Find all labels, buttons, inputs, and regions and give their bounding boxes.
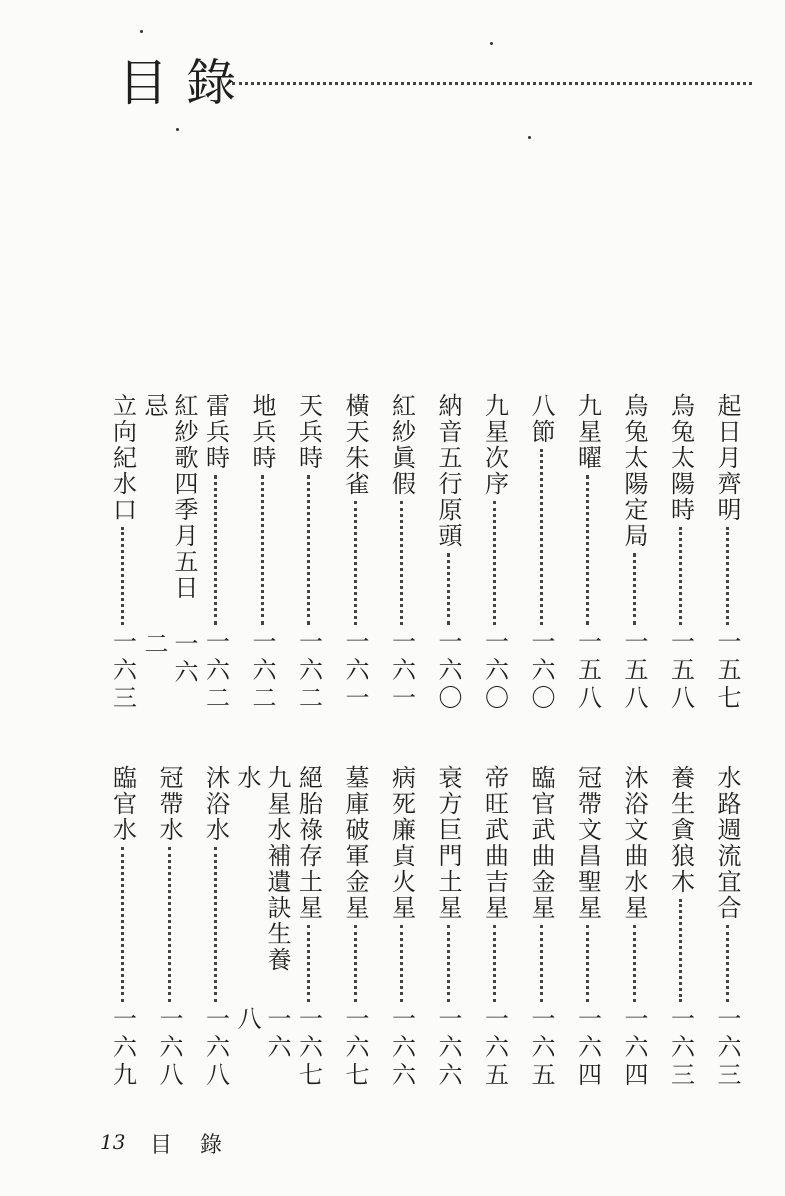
toc-entry-title: 九星曜: [573, 393, 602, 471]
toc-entry-page: 一六五: [527, 1006, 555, 1090]
toc-entry-title: 帝旺武曲吉星: [480, 765, 509, 921]
toc-entry-page: 一六四: [620, 1006, 648, 1090]
toc-entry-title: 九星水補遺訣生養水: [233, 765, 291, 973]
toc-leader-dots: [307, 475, 310, 625]
toc-entry-page: 一六三: [666, 1006, 695, 1090]
toc-entry: [526, 765, 556, 1090]
toc-leader-dots: [726, 925, 729, 1002]
toc-entry-page: 一六〇: [480, 629, 509, 713]
toc-entry-page: 一六六: [387, 1006, 416, 1090]
toc-entry-title: 天兵時: [294, 393, 323, 471]
toc-entry-title: 冠帶水: [155, 765, 183, 843]
toc-entry-title: 八節: [527, 393, 555, 445]
toc-entry: [619, 765, 649, 1090]
toc-entry: [526, 393, 556, 713]
toc-entry: [573, 765, 603, 1090]
toc-entry: [712, 393, 742, 713]
toc-entry-page: 一六二: [201, 629, 230, 713]
toc-leader-dots: [214, 847, 217, 1002]
toc-entry-title: 九星次序: [480, 393, 509, 497]
toc-entry-title: 立向紀水口: [108, 393, 137, 523]
toc-leader-dots: [400, 925, 403, 1002]
toc-leader-dots: [261, 475, 264, 625]
toc-entry-page: 一六一: [387, 629, 416, 713]
toc-entry: [201, 765, 231, 1090]
toc-entry-title: 納音五行原頭: [434, 393, 462, 549]
toc-entry-page: 一六二: [140, 630, 198, 687]
toc-leader-dots: [633, 553, 636, 625]
toc-entry: [201, 393, 231, 713]
toc-leader-dots: [540, 925, 543, 1002]
scan-speck: [528, 136, 531, 139]
toc-leader-dots: [354, 925, 357, 1002]
toc-entry: [666, 765, 696, 1090]
toc-entry: [140, 393, 198, 713]
toc-entry: [294, 393, 324, 713]
toc-leader-dots: [121, 847, 124, 1002]
toc-entry-title: 沐浴水: [201, 765, 230, 843]
scan-speck: [176, 128, 179, 131]
toc-entry: [387, 765, 417, 1090]
toc-entry-title: 紅紗眞假: [387, 393, 416, 497]
toc-entry-page: 一六二: [294, 629, 323, 713]
toc-entry: [433, 765, 463, 1090]
toc-leader-dots: [354, 501, 357, 625]
toc-entry: [480, 393, 510, 713]
toc-entry-title: 起日月齊明: [713, 393, 741, 523]
toc-entry: [340, 393, 370, 713]
footer-page-number: 13: [100, 1130, 126, 1154]
page-title: 目錄: [118, 54, 254, 112]
toc-entry-title: 烏兔太陽定局: [620, 393, 648, 549]
toc-entry-title: 臨官武曲金星: [527, 765, 555, 921]
toc-entry-title: 養生貪狼木: [666, 765, 695, 895]
toc-leader-dots: [679, 527, 682, 625]
toc-entry-page: 一六一: [341, 629, 369, 713]
toc-entry-title: 衰方巨門土星: [434, 765, 462, 921]
toc-entry-title: 水路週流宜合: [713, 765, 741, 921]
toc-leader-dots: [493, 501, 496, 625]
toc-leader-dots: [214, 475, 217, 625]
toc-entry: [666, 393, 696, 713]
toc-entry: [154, 765, 184, 1090]
toc-entry-page: 一六三: [108, 629, 137, 713]
toc-entry-page: 一六六: [434, 1006, 462, 1090]
toc-leader-dots: [633, 925, 636, 1002]
toc-entry: [108, 393, 138, 713]
toc-entry-title: 病死廉貞火星: [387, 765, 416, 921]
toc-entry-page: 一六五: [480, 1006, 509, 1090]
toc-entry-page: 一六〇: [527, 629, 555, 713]
toc-entry-page: 一六四: [573, 1006, 602, 1090]
toc-entry: [573, 393, 603, 713]
toc-entry-title: 絕胎祿存土星: [294, 765, 323, 921]
toc-entry: [387, 393, 417, 713]
toc-entry-page: 一六七: [341, 1006, 369, 1090]
toc-leader-dots: [447, 925, 450, 1002]
footer-label: 目錄: [150, 1133, 251, 1158]
toc-entry-page: 一五八: [573, 629, 602, 713]
toc-entry: [340, 765, 370, 1090]
toc-entry: [619, 393, 649, 713]
toc-leader-dots: [121, 527, 124, 625]
toc-entry-title: 橫天朱雀: [341, 393, 369, 497]
title-dotted-rule: [232, 82, 752, 85]
toc-entry-title: 烏兔太陽時: [666, 393, 695, 523]
toc-entry: [247, 393, 277, 713]
scan-speck: [140, 30, 143, 33]
toc-entry-page: 一六二: [248, 629, 276, 713]
toc-entry-page: 一六七: [294, 1006, 323, 1090]
toc-entry-title: 雷兵時: [201, 393, 230, 471]
toc-entry-title: 沐浴文曲水星: [620, 765, 648, 921]
toc-entry-page: 一六九: [108, 1006, 137, 1090]
toc-entry: [433, 393, 463, 713]
toc-entry-page: 一五八: [620, 629, 648, 713]
toc-entry: [480, 765, 510, 1090]
toc-leader-dots: [540, 449, 543, 625]
toc-entry-page: 一五八: [666, 629, 695, 713]
toc-entry: [233, 765, 291, 1090]
toc-leader-dots: [400, 501, 403, 625]
toc-entry-page: 一五七: [713, 629, 741, 713]
scan-speck: [490, 42, 493, 45]
toc-leader-dots: [586, 475, 589, 625]
toc-entry: [108, 765, 138, 1090]
toc-entry-title: 墓庫破軍金星: [341, 765, 369, 921]
toc-entry-page: 一六〇: [434, 629, 462, 713]
toc-leader-dots: [447, 553, 450, 625]
toc-entry-page: 一六八: [201, 1006, 230, 1090]
toc-leader-dots: [586, 925, 589, 1002]
toc-entry: [712, 765, 742, 1090]
toc-entry-page: 一六八: [155, 1006, 183, 1090]
toc-entry-page: 一六三: [713, 1006, 741, 1090]
toc-leader-dots: [493, 925, 496, 1002]
toc-leader-dots: [168, 847, 171, 1002]
toc-entry: [294, 765, 324, 1090]
toc-leader-dots: [726, 527, 729, 625]
toc-entry-title: 冠帶文昌聖星: [573, 765, 602, 921]
toc-entry-title: 地兵時: [248, 393, 276, 471]
toc-entry-title: 臨官水: [108, 765, 137, 843]
toc-entry-page: 一六八: [233, 1006, 291, 1063]
toc-leader-dots: [679, 899, 682, 1002]
toc-entry-title: 紅紗歌四季月五日忌: [140, 393, 198, 601]
toc-leader-dots: [307, 925, 310, 1002]
